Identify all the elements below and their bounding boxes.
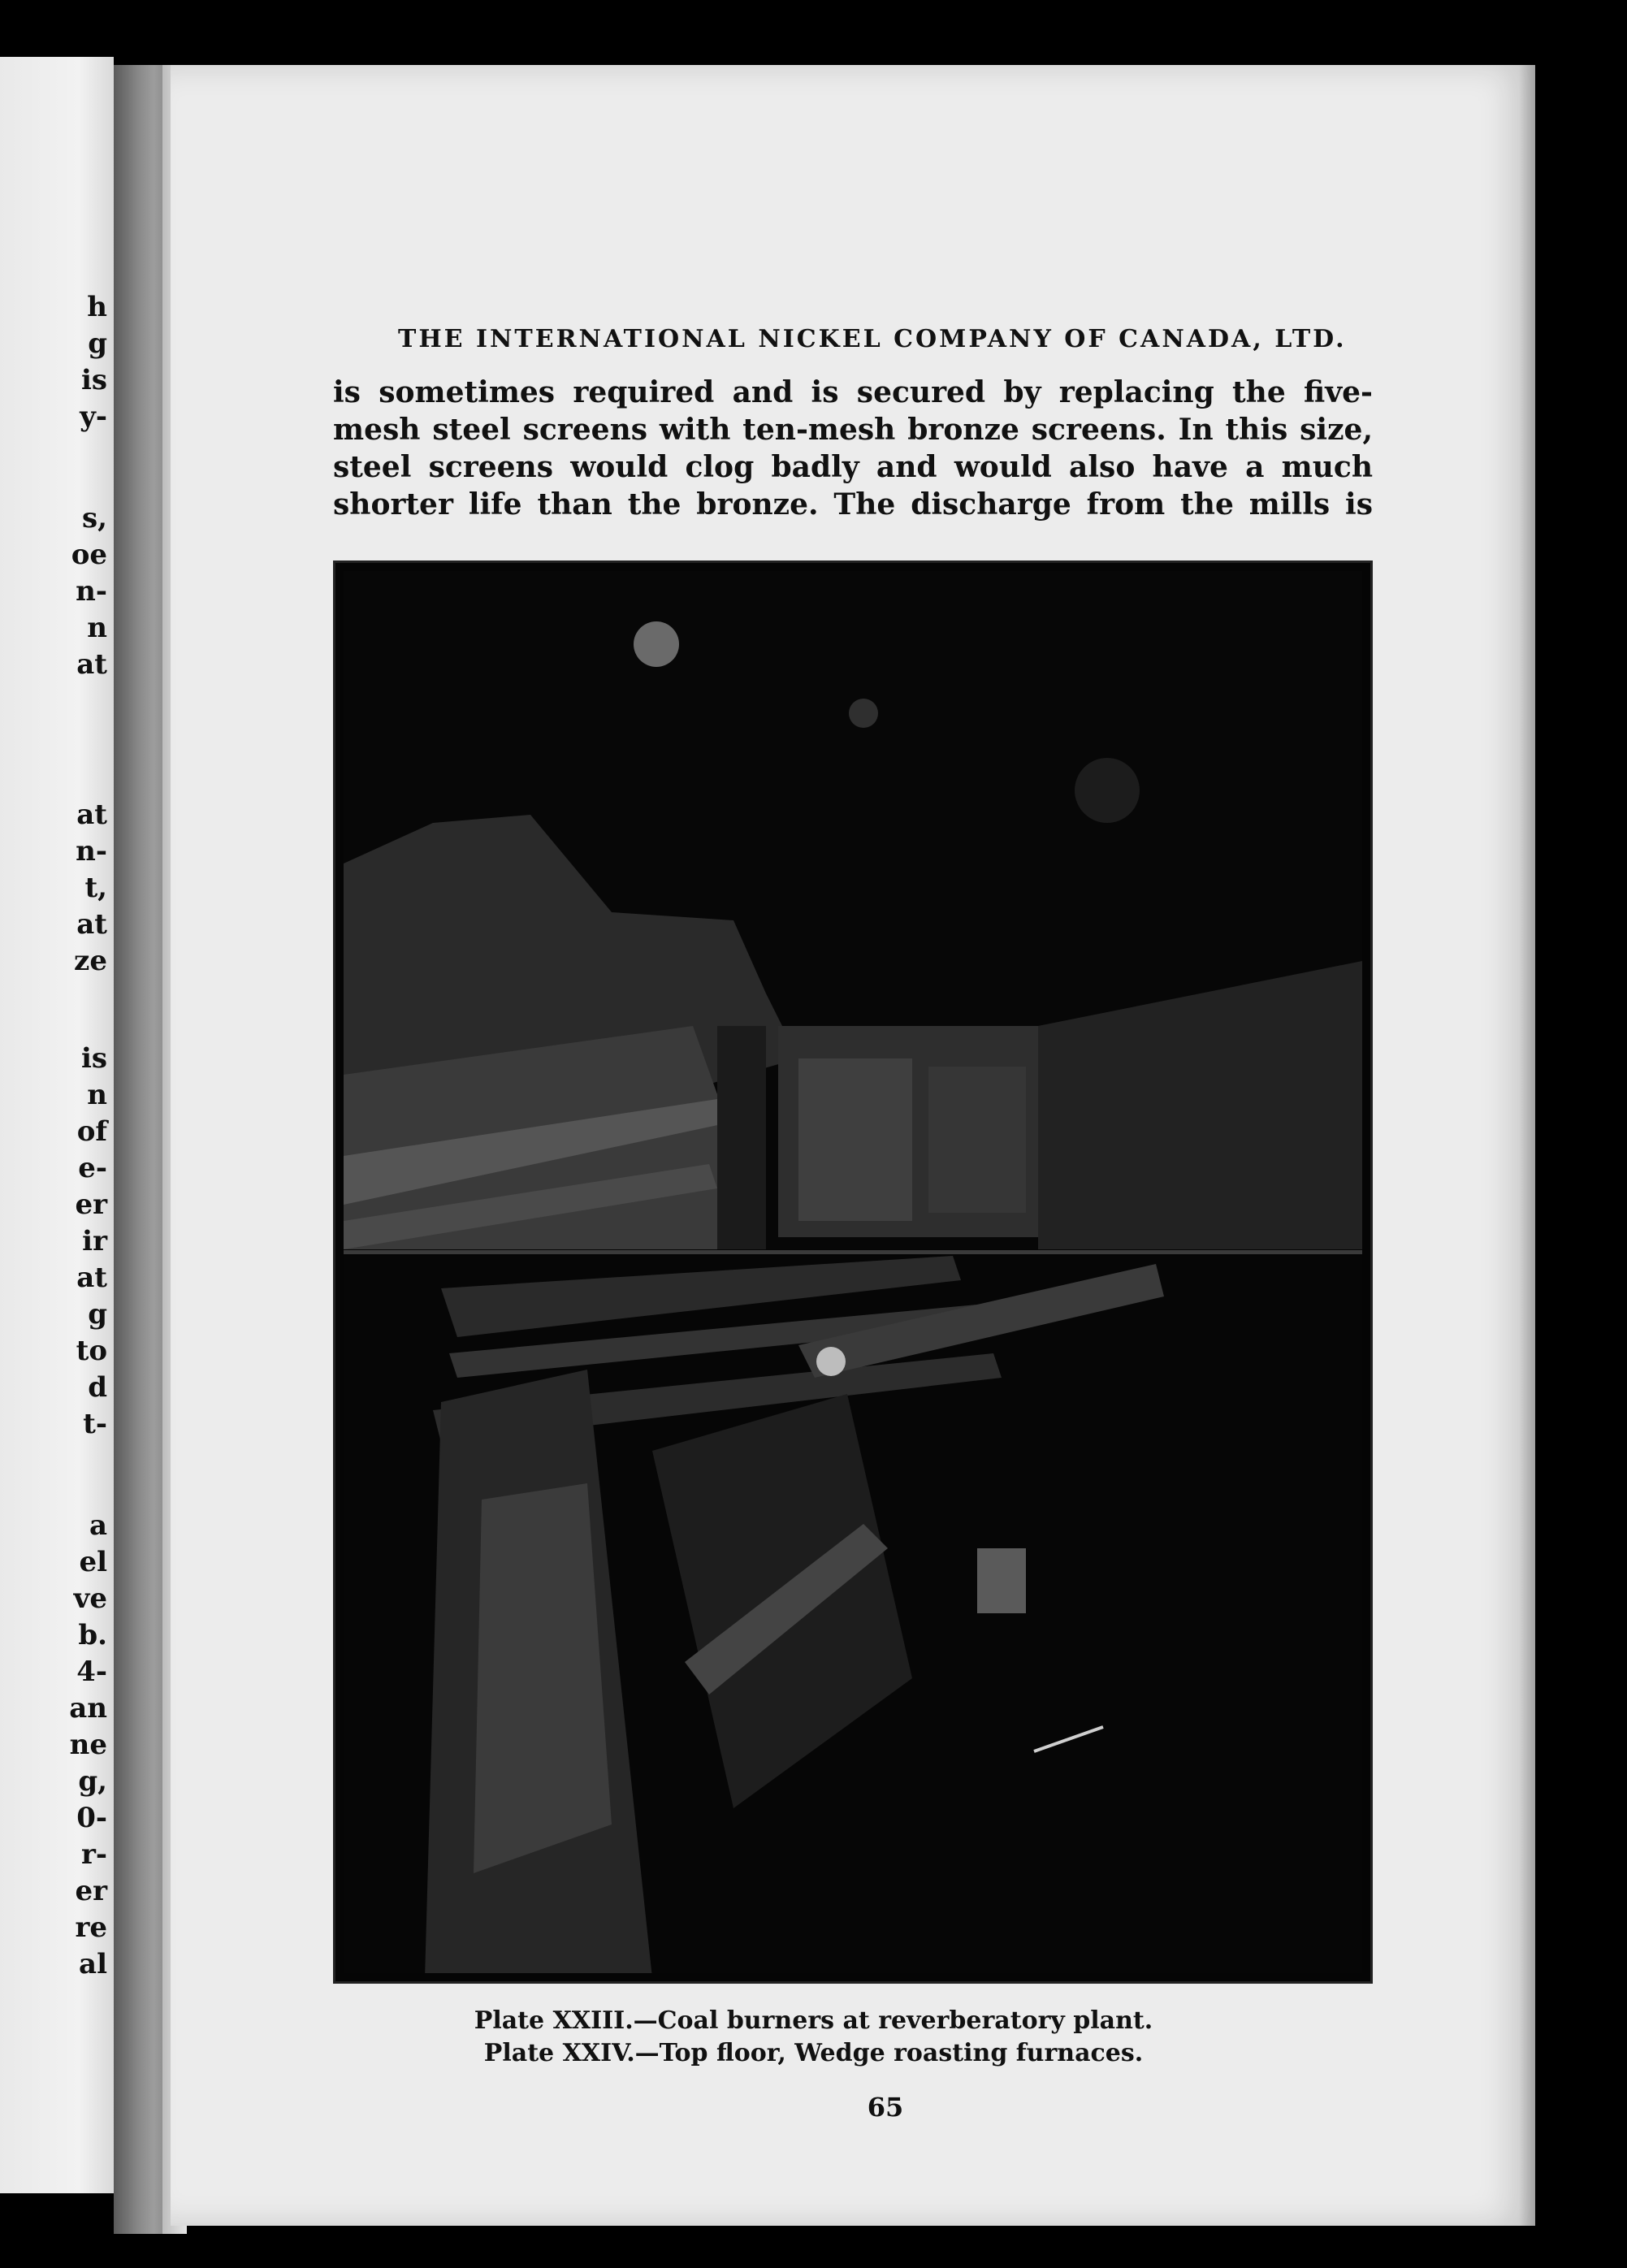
running-head: THE INTERNATIONAL NICKEL COMPANY OF CANADA, LTD. — [398, 325, 1347, 353]
coal-burners-photo-image — [344, 571, 1362, 1249]
left-page-fragment: ne — [69, 1729, 107, 1761]
body-line: shorter life than the bronze. The discharge from the mills is — [333, 487, 1373, 522]
left-page-fragment: h — [87, 291, 107, 323]
left-page-fragment: an — [69, 1692, 107, 1725]
left-page-fragment: el — [79, 1546, 107, 1578]
scan-bottom-border — [0, 2234, 1627, 2268]
left-page-fragment: g, — [78, 1765, 107, 1798]
body-line: is sometimes required and is secured by replacing the five- — [333, 375, 1373, 409]
body-paragraph — [333, 374, 1373, 523]
left-page-edge — [0, 57, 114, 2193]
left-page-fragment: t, — [84, 872, 107, 904]
plate-xxiii-photo — [344, 571, 1362, 1249]
body-line: mesh steel screens with ten-mesh bronze screens. In this size, — [333, 413, 1373, 447]
left-page-fragment: to — [76, 1335, 107, 1367]
left-page-fragment: e- — [78, 1152, 107, 1184]
left-page-fragment: re — [75, 1911, 107, 1944]
left-page-fragment: ze — [74, 945, 107, 977]
left-page-fragment: er — [75, 1875, 107, 1907]
left-page-fragment: b. — [78, 1619, 107, 1651]
roasting-furnaces-photo-image — [344, 1256, 1362, 1973]
scan-background — [1535, 65, 1627, 2258]
left-page-fragment: ir — [82, 1225, 107, 1257]
left-page-fragment: is — [80, 364, 107, 396]
left-page-fragment: 0- — [76, 1802, 107, 1834]
left-page-fragment: y- — [80, 400, 107, 433]
plate-divider — [344, 1250, 1362, 1254]
plate-xxiv-caption: Plate XXIV.—Top floor, Wedge roasting furnaces. — [483, 2039, 1144, 2067]
left-page-fragment: at — [76, 908, 107, 941]
left-page-fragment: ve — [73, 1582, 107, 1615]
page-number: 65 — [867, 2092, 904, 2123]
left-page-fragment: d — [88, 1371, 107, 1404]
left-page-fragment: t- — [83, 1408, 107, 1440]
left-page-fragment: a — [89, 1509, 107, 1542]
left-page-fragment: al — [79, 1948, 107, 1980]
left-page-fragment: g — [88, 1298, 107, 1331]
photo-plates-figure — [333, 561, 1373, 1984]
left-page-fragment: is — [80, 1042, 107, 1075]
left-page-fragment: at — [76, 1262, 107, 1294]
left-page-fragment: r- — [80, 1838, 107, 1871]
left-page-fragment: g — [88, 327, 107, 360]
left-page-fragment: s, — [82, 502, 107, 535]
body-line: steel screens would clog badly and would also have a much — [333, 450, 1373, 484]
plate-xxiii-caption: Plate XXIII.—Coal burners at reverberatory plant. — [474, 2006, 1153, 2035]
left-page-fragment: n- — [76, 835, 107, 868]
plate-xxiv-photo — [344, 1256, 1362, 1973]
left-page-fragment: oe — [71, 539, 107, 571]
left-page-fragment: n — [87, 612, 107, 644]
left-page-fragment: of — [76, 1115, 107, 1148]
left-page-fragment: 4- — [76, 1656, 107, 1688]
left-page-fragment: at — [76, 799, 107, 831]
left-page-fragment: n- — [76, 575, 107, 608]
left-page-fragment: er — [75, 1188, 107, 1221]
left-page-fragment: n — [87, 1079, 107, 1111]
left-page-fragment: at — [76, 648, 107, 681]
